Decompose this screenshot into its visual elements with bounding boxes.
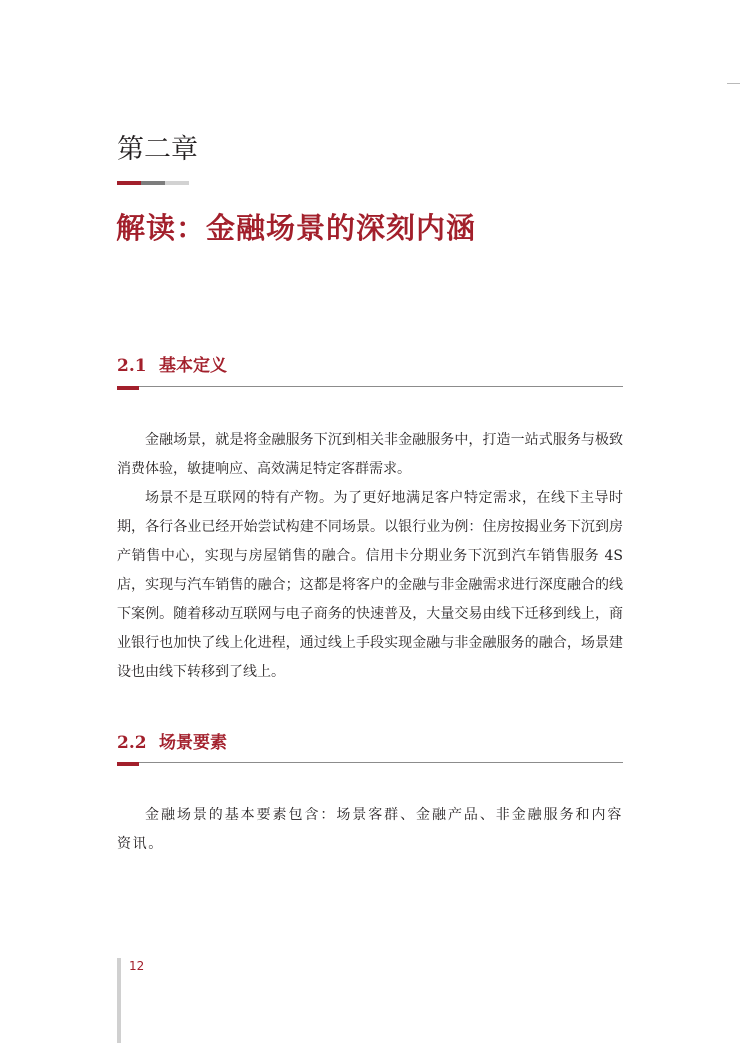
footer-bar xyxy=(117,958,121,1043)
chapter-rule-segment-red xyxy=(117,181,141,185)
paragraph: 场景不是互联网的特有产物。为了更好地满足客户特定需求，在线下主导时期，各行各业已经开始尝试构建不同场景。以银行业为例：住房按揭业务下沉到房产销售中心，实现与房屋销售的融合。信用卡分期业务下沉到汽车销售服务 4S 店，实现与汽车销售的融合；这都是将客户的金融与非金融需求进行深度融合的线下案例。随着移动互联网与电子商务的快速普及，大量交易由线下迁移到线上，商业银行也加快了线上化进程，通过线上手段实现金融与非金融服务的融合，场景建设也由线下转移到了线上。 xyxy=(117,490,623,680)
chapter-rule-segment-lightgray xyxy=(165,181,189,185)
section-number: 2.2 xyxy=(117,733,147,753)
chapter-label: 第二章 xyxy=(117,134,198,165)
section-rule xyxy=(117,386,623,387)
section-body-2-1 xyxy=(117,426,623,687)
page-number: 12 xyxy=(129,959,145,973)
section-title: 基本定义 xyxy=(159,356,227,376)
chapter-rule xyxy=(117,181,189,185)
section-heading-2-1 xyxy=(117,353,227,379)
section-heading-2-2 xyxy=(117,730,227,756)
section-rule xyxy=(117,762,623,763)
section-accent-bar xyxy=(117,762,139,766)
section-title: 场景要素 xyxy=(159,733,227,753)
section-number: 2.1 xyxy=(117,356,147,376)
section-body-2-2 xyxy=(117,801,623,859)
section-accent-bar xyxy=(117,386,139,390)
paragraph: 金融场景，就是将金融服务下沉到相关非金融服务中，打造一站式服务与极致消费体验，敏捷响应、高效满足特定客群需求。 xyxy=(117,432,623,477)
chapter-title: 解读：金融场景的深刻内涵 xyxy=(116,211,477,245)
paragraph: 金融场景的基本要素包含：场景客群、金融产品、非金融服务和内容资讯。 xyxy=(117,807,623,852)
chapter-rule-segment-gray xyxy=(141,181,165,185)
corner-mark xyxy=(727,83,740,84)
